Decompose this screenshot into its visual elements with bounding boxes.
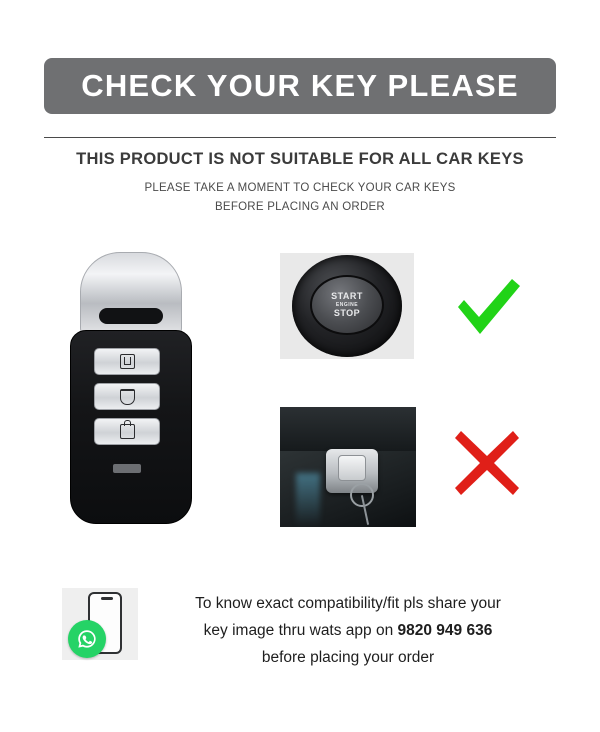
fob-brand-logo	[113, 464, 141, 473]
inserted-key	[338, 455, 366, 481]
footer-message	[148, 590, 548, 671]
footer-line-2-prefix: key image thru wats app on	[203, 622, 398, 639]
footer-contact-block	[0, 580, 600, 690]
dashboard-area	[280, 407, 416, 455]
fob-unlock-button	[94, 348, 160, 375]
header-banner	[44, 58, 556, 114]
cross-mark-icon	[455, 431, 519, 495]
engine-label: ENGINE	[335, 301, 359, 308]
header-divider	[44, 137, 556, 138]
subtitle-main: THIS PRODUCT IS NOT SUITABLE FOR ALL CAR KEYS	[76, 150, 524, 168]
stop-label: STOP	[333, 308, 361, 318]
fob-chrome-head	[80, 252, 182, 338]
start-stop-button-photo	[280, 253, 414, 359]
footer-line-3: before placing your order	[261, 649, 435, 666]
blue-light-glow	[296, 473, 320, 527]
start-label: START	[331, 291, 363, 301]
key-in-ignition-photo	[280, 407, 416, 527]
phone-speaker	[101, 597, 113, 600]
whatsapp-icon	[68, 620, 106, 658]
check-mark-icon	[452, 275, 522, 339]
fob-lock-button	[94, 418, 160, 445]
trunk-icon	[120, 389, 135, 405]
footer-line-1: To know exact compatibility/fit pls share your	[195, 595, 501, 612]
subtitle-line-1: PLEASE TAKE A MOMENT TO CHECK YOUR CAR KEYS	[144, 182, 456, 194]
unlock-icon	[120, 354, 135, 369]
start-button-face	[310, 275, 384, 335]
smart-key-fob-image	[66, 252, 196, 524]
subtitle-line-2: BEFORE PLACING AN ORDER	[215, 201, 385, 213]
fob-emergency-key-slot	[99, 308, 163, 324]
phone-illustration	[62, 588, 138, 660]
footer-line-2	[148, 617, 548, 644]
whatsapp-number: 9820 949 636	[397, 622, 493, 639]
subtitle-block	[0, 150, 600, 216]
page-title: CHECK YOUR KEY PLEASE	[81, 68, 519, 103]
whatsapp-glyph	[76, 628, 98, 650]
fob-trunk-button	[94, 383, 160, 410]
comparison-area	[0, 235, 600, 560]
lock-icon	[120, 424, 135, 439]
